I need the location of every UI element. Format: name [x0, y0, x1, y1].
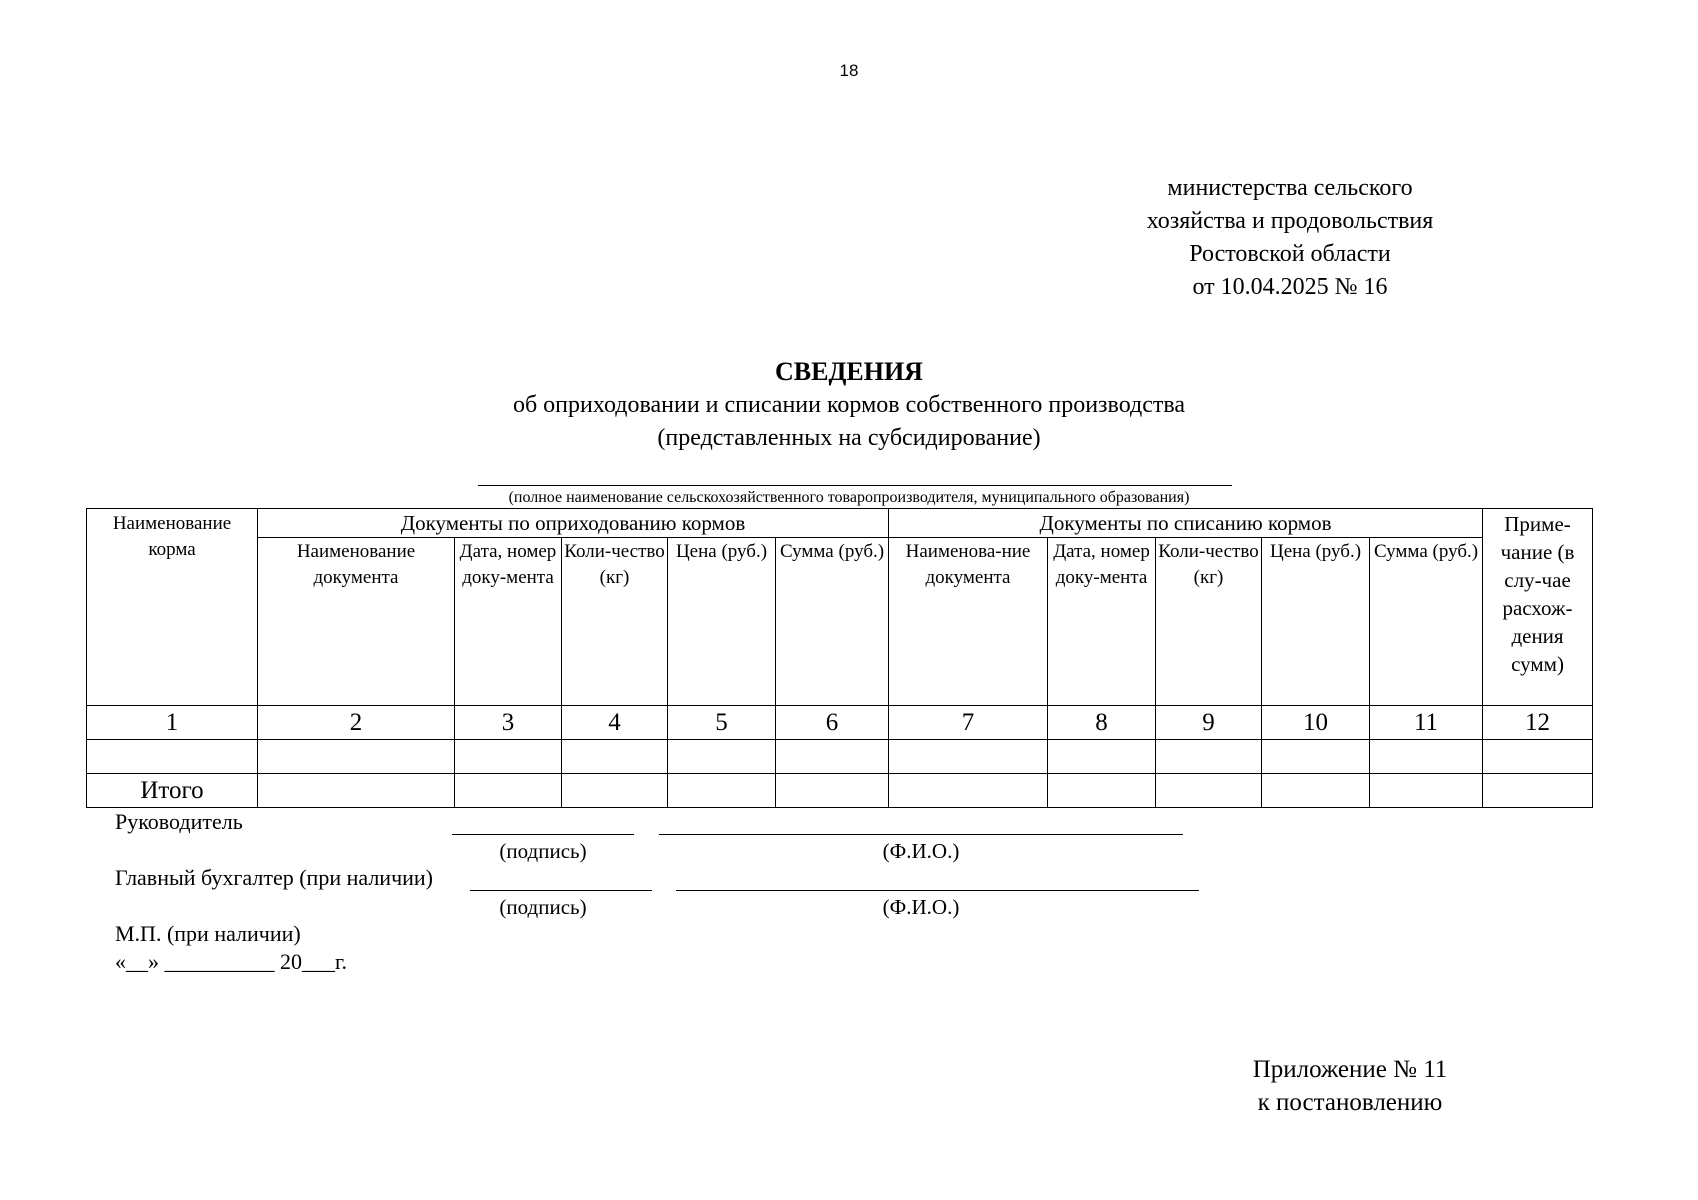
table-cell[interactable] — [668, 774, 776, 808]
head-fio-line[interactable] — [659, 834, 1183, 835]
table-cell[interactable] — [1370, 774, 1483, 808]
column-number: 11 — [1370, 706, 1483, 740]
income-quantity-header: Коли-чество (кг) — [562, 538, 668, 706]
recipient-line-1: министерства сельского — [1167, 175, 1413, 201]
table-cell[interactable] — [1483, 740, 1593, 774]
writeoff-price-header: Цена (руб.) — [1262, 538, 1370, 706]
income-doc-date-header: Дата, номер доку-мента — [455, 538, 562, 706]
table-cell[interactable] — [258, 740, 455, 774]
appendix-block — [1150, 1053, 1550, 1119]
column-number: 1 — [87, 706, 258, 740]
writeoff-sum-header: Сумма (руб.) — [1370, 538, 1483, 706]
column-number: 8 — [1048, 706, 1156, 740]
column-number: 4 — [562, 706, 668, 740]
column-number: 12 — [1483, 706, 1593, 740]
feed-records-table — [86, 508, 1593, 808]
table-cell[interactable] — [1262, 774, 1370, 808]
head-signature-caption: (подпись) — [499, 839, 587, 863]
head-fio-caption: (Ф.И.О.) — [882, 839, 960, 863]
subtitle-line-2: (представленных на субсидирование) — [657, 425, 1041, 451]
column-number: 5 — [668, 706, 776, 740]
table-cell[interactable] — [1156, 774, 1262, 808]
column-number: 3 — [455, 706, 562, 740]
column-number: 2 — [258, 706, 455, 740]
income-doc-name-header: Наименование документа — [258, 538, 455, 706]
column-numbers-row — [87, 706, 1593, 740]
document-title: СВЕДЕНИЯ — [775, 357, 923, 386]
recipient-line-2: хозяйства и продовольствия — [1146, 208, 1434, 234]
table-cell[interactable] — [889, 774, 1048, 808]
writeoff-documents-header: Документы по списанию кормов — [889, 509, 1483, 538]
producer-name-caption: (полное наименование сельскохозяйственного товаропроизводителя, муниципального образования) — [508, 489, 1190, 506]
date-line: «__» __________ 20___г. — [115, 949, 348, 974]
column-number: 6 — [776, 706, 889, 740]
table-row — [87, 740, 1593, 774]
stamp-label: М.П. (при наличии) — [115, 921, 301, 946]
document-subtitle — [0, 389, 1698, 455]
head-signature-line[interactable] — [452, 834, 634, 835]
head-label: Руководитель — [115, 809, 243, 834]
table-cell[interactable] — [889, 740, 1048, 774]
page-number: 18 — [839, 61, 859, 80]
producer-name-line — [478, 485, 1232, 486]
appendix-line-2: к постановлению — [1257, 1089, 1443, 1116]
table-cell[interactable] — [1483, 774, 1593, 808]
table-cell[interactable] — [1370, 740, 1483, 774]
table-cell[interactable] — [87, 740, 258, 774]
chief-accountant-label: Главный бухгалтер (при наличии) — [115, 865, 434, 890]
accountant-signature-line[interactable] — [470, 890, 652, 891]
recipient-line-3: Ростовской области — [1189, 241, 1391, 267]
income-price-header: Цена (руб.) — [668, 538, 776, 706]
total-row — [87, 774, 1593, 808]
table-cell[interactable] — [562, 740, 668, 774]
table-cell[interactable] — [455, 740, 562, 774]
table-cell[interactable] — [1262, 740, 1370, 774]
feed-name-header: Наименование корма — [87, 509, 258, 706]
income-sum-header: Сумма (руб.) — [776, 538, 889, 706]
table-cell[interactable] — [776, 774, 889, 808]
table-cell[interactable] — [258, 774, 455, 808]
table-cell[interactable] — [668, 740, 776, 774]
income-documents-header: Документы по оприходованию кормов — [258, 509, 889, 538]
table-cell[interactable] — [1048, 774, 1156, 808]
table-cell[interactable] — [562, 774, 668, 808]
accountant-fio-caption: (Ф.И.О.) — [882, 895, 960, 919]
writeoff-doc-date-header: Дата, номер доку-мента — [1048, 538, 1156, 706]
table-cell[interactable] — [455, 774, 562, 808]
column-number: 7 — [889, 706, 1048, 740]
recipient-block — [1090, 172, 1490, 304]
writeoff-quantity-header: Коли-чество (кг) — [1156, 538, 1262, 706]
appendix-line-1: Приложение № 11 — [1252, 1056, 1448, 1083]
table-cell[interactable] — [1048, 740, 1156, 774]
column-number: 10 — [1262, 706, 1370, 740]
recipient-line-4: от 10.04.2025 № 16 — [1192, 274, 1388, 300]
accountant-fio-line[interactable] — [676, 890, 1199, 891]
column-number: 9 — [1156, 706, 1262, 740]
table-cell[interactable] — [776, 740, 889, 774]
writeoff-doc-name-header: Наименова-ние документа — [889, 538, 1048, 706]
subtitle-line-1: об оприходовании и списании кормов собственного производства — [512, 392, 1186, 418]
table-cell[interactable] — [1156, 740, 1262, 774]
note-header: Приме-чание (в слу-чае расхож-дения сумм) — [1483, 509, 1593, 706]
total-label: Итого — [87, 774, 258, 808]
accountant-signature-caption: (подпись) — [499, 895, 587, 919]
